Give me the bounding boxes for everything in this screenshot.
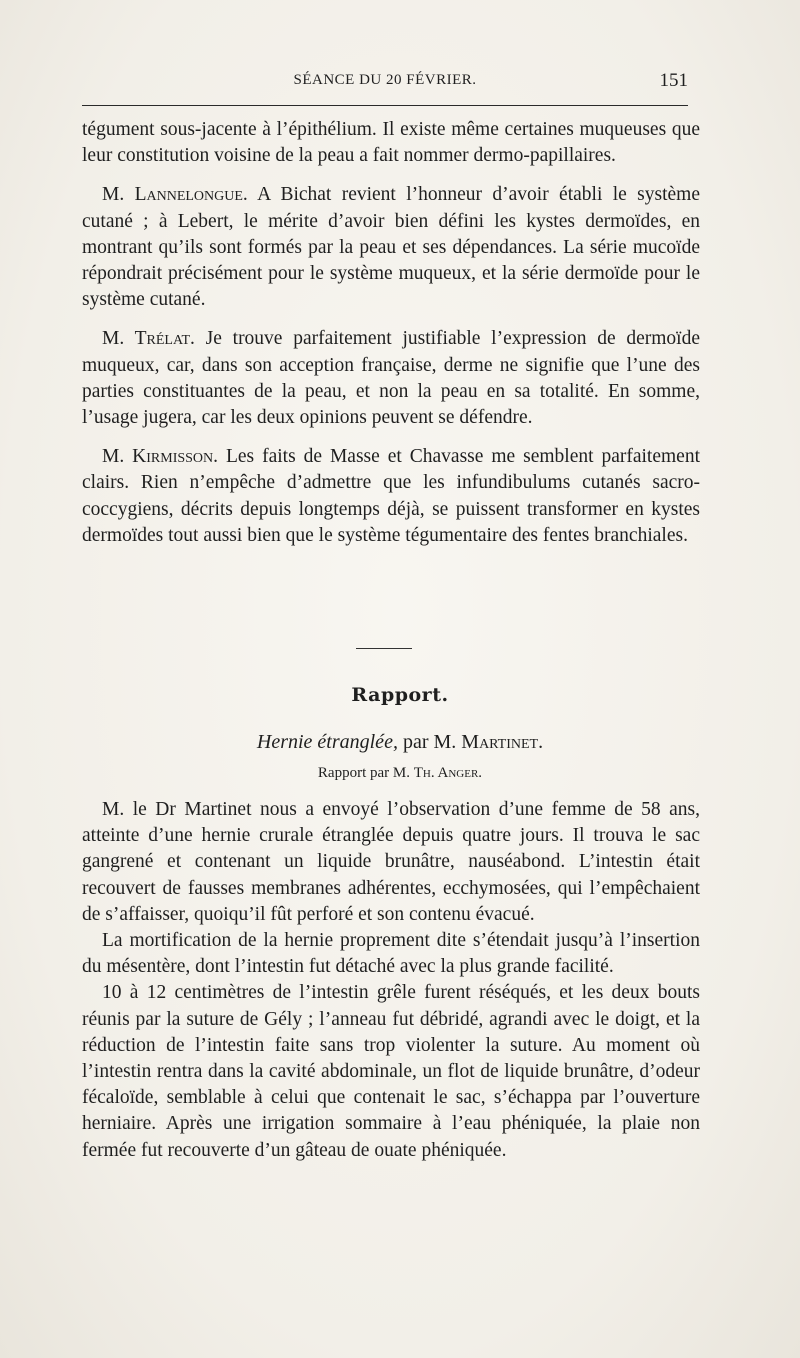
- section-separator: [356, 648, 412, 649]
- running-head: SÉANCE DU 20 FÉVRIER.: [293, 72, 477, 88]
- section-title: Rapport.: [351, 684, 449, 706]
- body-text-top: [82, 117, 700, 549]
- header-rule: [82, 105, 688, 106]
- speaker-name: M. Trélat.: [102, 328, 195, 350]
- paragraph-3: [82, 326, 700, 431]
- paragraph-1: tégument sous-jacente à l’épithélium. Il existe même certaines muqueuses que leur constitution voisine de la peau a fait nommer dermo-papillaires.: [82, 119, 700, 167]
- paragraph-2: [82, 182, 700, 313]
- report-title-rest: par M.: [397, 731, 462, 753]
- report-author: Martinet.: [461, 731, 544, 753]
- report-title-italic: Hernie étranglée,: [256, 731, 398, 753]
- paragraph-7: 10 à 12 centimètres de l’intestin grêle furent réséqués, et les deux bouts réunis par la suture de Gély ; l’anneau fut débridé, agrandi avec le doigt, et la réduction de l’intestin faite sans trop violenter la suture. Au moment où l’intestin rentra dans la cavité abdominale, un flot de liquide brunâtre, d’odeur fécaloïde, semblable à celui que contenait le sac, s’échappa par l’ouverture herniaire. Après une irrigation sommaire à l’eau phéniquée, la plaie non fermée fut recouverte d’un gâteau de ouate phéniquée.: [82, 982, 700, 1161]
- report-by-name: Th. Anger.: [413, 765, 483, 781]
- paragraph-5: M. le Dr Martinet nous a envoyé l’observation d’une femme de 58 ans, atteinte d’une hernie crurale étranglée depuis quatre jours. Il trouva le sac gangrené et contenant un liquide brunâtre, nauséabond. L’intestin était recouvert de fausses membranes adhérentes, ecchymosées, qui l’empêchaient de s’affaisser, quoiqu’il fût perforé et son contenu évacué.: [82, 799, 700, 925]
- paragraph-text: A Bichat revient l’honneur d’avoir établi le système cutané ; à Lebert, le mérite d’avoir bien défini les kystes dermoïdes, en montrant qu’ils sont formés par la peau et ses dépendances. La série mucoïde répondrait précisément pour le système muqueux, et la série dermoïde pour le système cutané.: [82, 184, 700, 311]
- report-byline: [0, 765, 800, 782]
- page-number: 151: [659, 70, 688, 91]
- paragraph-text: Je trouve parfaitement justifiable l’expression de dermoïde muqueux, car, dans son acception française, derme ne signifie que l’une des parties constituantes de la peau, et non la peau en sa totalité. En somme, l’usage jugera, car les deux opinions peuvent se défendre.: [82, 328, 700, 429]
- report-title: [0, 731, 800, 754]
- paragraph-4: [82, 444, 700, 549]
- speaker-name: M. Kirmisson.: [102, 446, 219, 468]
- paragraph-6: La mortification de la hernie proprement dite s’étendait jusqu’à l’insertion du mésentère, dont l’intestin fut détaché avec la plus grande facilité.: [82, 930, 700, 978]
- body-text-bottom: [82, 797, 700, 1164]
- paragraph-text: Les faits de Masse et Chavasse me semblent parfaitement clairs. Rien n’empêche d’admettre que les infundibulums cutanés sacro-coccygiens, décrits depuis longtemps déjà, se puissent transformer en kystes dermoïdes tout aussi bien que le système tégumentaire des fentes branchiales.: [82, 446, 701, 546]
- speaker-name: M. Lannelongue.: [102, 184, 248, 206]
- page-header: [82, 70, 688, 100]
- report-by-prefix: Rapport par M.: [317, 765, 414, 781]
